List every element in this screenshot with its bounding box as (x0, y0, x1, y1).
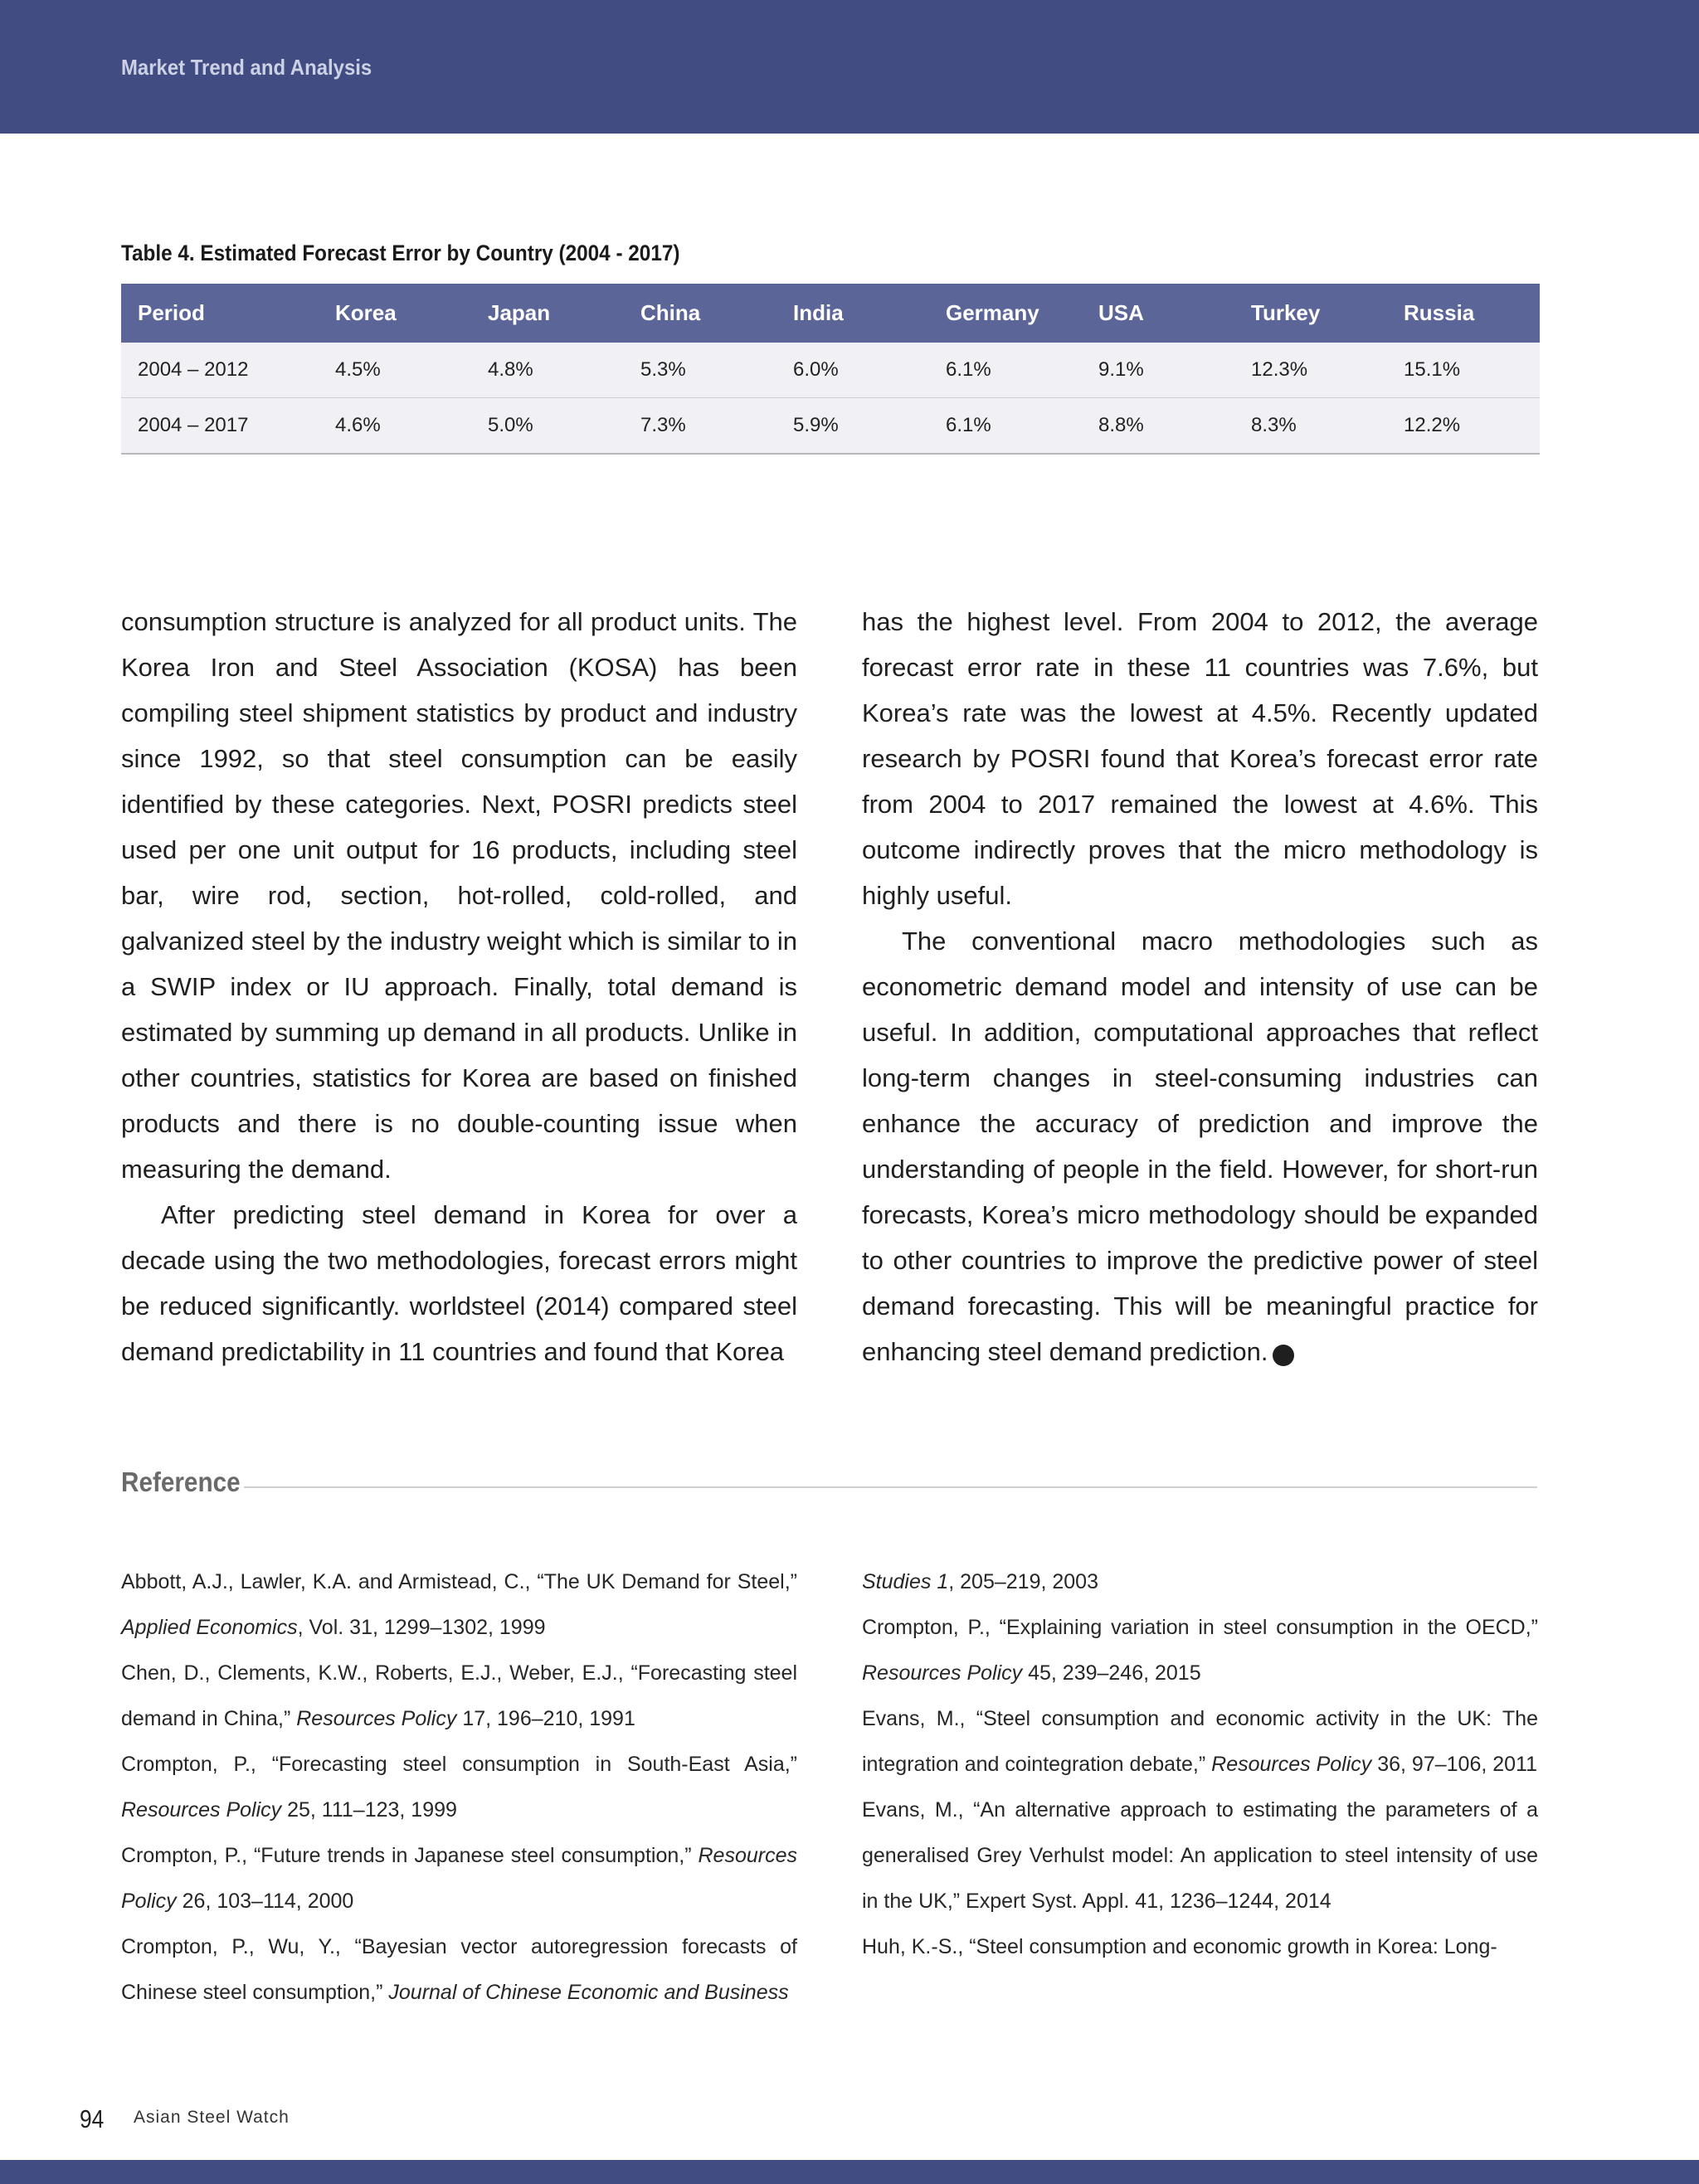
table-cell: 2004 – 2012 (121, 343, 319, 398)
page-number: 94 (80, 2104, 105, 2133)
reference-list-left (121, 1559, 797, 2016)
body-column-left (121, 599, 797, 1374)
table-cell: 9.1% (1082, 343, 1234, 398)
forecast-error-table (121, 284, 1540, 455)
table-cell: 15.1% (1387, 343, 1540, 398)
table-cell: 4.5% (319, 343, 471, 398)
reference-heading: Reference (121, 1467, 241, 1497)
body-paragraph-final (862, 918, 1538, 1374)
publication-name: Asian Steel Watch (134, 2108, 290, 2127)
table-cell: 12.3% (1234, 343, 1387, 398)
table-cell: 5.3% (624, 343, 776, 398)
table-caption: Table 4. Estimated Forecast Error by Country (2004 - 2017) (121, 241, 680, 265)
column-header-usa: USA (1082, 284, 1234, 343)
table-cell: 12.2% (1387, 398, 1540, 455)
table-cell: 6.0% (776, 343, 929, 398)
table-cell: 8.8% (1082, 398, 1234, 455)
column-header-germany: Germany (929, 284, 1082, 343)
body-paragraph-text: The conventional macro methodologies such as econometric demand model and intensity of use can be useful. In addition, computational approaches that reflect long-term changes in steel-consuming industries can enhance the accuracy of prediction and improve the understanding of people in the field. However, for short-run forecasts, Korea’s micro methodology should be expanded to other countries to improve the predictive power of steel demand forecasting. This will be meaningful practice for enhancing steel demand prediction. (862, 927, 1538, 1366)
reference-entry: Evans, M., “Steel consumption and economic activity in the UK: The integration and cointegration debate,” Resources Policy 36, 97–106, 2011 (862, 1707, 1538, 1776)
column-header-period: Period (121, 284, 319, 343)
column-header-china: China (624, 284, 776, 343)
table-cell: 2004 – 2017 (121, 398, 319, 455)
reference-entry: Huh, K.-S., “Steel consumption and economic growth in Korea: Long- (862, 1935, 1497, 1958)
table-cell: 5.9% (776, 398, 929, 455)
header-bar (0, 0, 1699, 134)
reference-entry: Crompton, P., Wu, Y., “Bayesian vector autoregression forecasts of Chinese steel consumption,” Journal of Chinese Economic and Business (121, 1935, 797, 2004)
column-header-russia: Russia (1387, 284, 1540, 343)
table-header-row (121, 284, 1540, 343)
section-title: Market Trend and Analysis (121, 55, 372, 80)
reference-entry: Crompton, P., “Explaining variation in steel consumption in the OECD,” Resources Policy 45, 239–246, 2015 (862, 1616, 1538, 1685)
footer-bar (0, 2160, 1699, 2184)
column-header-japan: Japan (471, 284, 624, 343)
reference-entry: Chen, D., Clements, K.W., Roberts, E.J., Weber, E.J., “Forecasting steel demand in China,” Resources Policy 17, 196–210, 1991 (121, 1661, 797, 1730)
table-cell: 4.8% (471, 343, 624, 398)
body-column-right (862, 599, 1538, 1374)
body-paragraph: has the highest level. From 2004 to 2012, the average forecast error rate in these 11 countries was 7.6%, but Korea’s rate was the lowest at 4.5%. Recently updated research by POSRI found that Korea’s forecast error rate from 2004 to 2017 remained the lowest at 4.6%. This outcome indirectly proves that the micro methodology is highly useful. (862, 607, 1538, 910)
table-cell: 4.6% (319, 398, 471, 455)
reference-entry: Crompton, P., “Forecasting steel consumption in South-East Asia,” Resources Policy 25, 111–123, 1999 (121, 1753, 797, 1822)
reference-list-right (862, 1559, 1538, 1970)
column-header-korea: Korea (319, 284, 471, 343)
table-row (121, 398, 1540, 455)
reference-divider (244, 1486, 1537, 1488)
table-row (121, 343, 1540, 398)
reference-entry: Evans, M., “An alternative approach to estimating the parameters of a generalised Grey Verhulst model: An application to steel intensity of use in the UK,” Expert Syst. Appl. 41, 1236–1244, 2014 (862, 1798, 1538, 1913)
body-paragraph: After predicting steel demand in Korea for over a decade using the two methodologies, forecast errors might be reduced significantly. worldsteel (2014) compared steel demand predictability in 11 countries and found that Korea (121, 1200, 797, 1366)
body-paragraph: consumption structure is analyzed for all product units. The Korea Iron and Steel Association (KOSA) has been compiling steel shipment statistics by product and industry since 1992, so that steel consumption can be easily identified by these categories. Next, POSRI predicts steel used per one unit output for 16 products, including steel bar, wire rod, section, hot-rolled, cold-rolled, and galvanized steel by the industry weight which is similar to in a SWIP index or IU approach. Finally, total demand is estimated by summing up demand in all products. Unlike in other countries, statistics for Korea are based on finished products and there is no double-counting issue when measuring the demand. (121, 607, 797, 1184)
table-cell: 6.1% (929, 398, 1082, 455)
table-cell: 6.1% (929, 343, 1082, 398)
column-header-india: India (776, 284, 929, 343)
table-cell: 8.3% (1234, 398, 1387, 455)
column-header-turkey: Turkey (1234, 284, 1387, 343)
end-of-article-icon: A (1273, 1345, 1294, 1366)
table-cell: 5.0% (471, 398, 624, 455)
reference-entry: Studies 1, 205–219, 2003 (862, 1570, 1098, 1593)
table-cell: 7.3% (624, 398, 776, 455)
reference-entry: Abbott, A.J., Lawler, K.A. and Armistead, C., “The UK Demand for Steel,” Applied Economics, Vol. 31, 1299–1302, 1999 (121, 1570, 797, 1639)
reference-entry: Crompton, P., “Future trends in Japanese steel consumption,” Resources Policy 26, 103–114, 2000 (121, 1844, 797, 1913)
